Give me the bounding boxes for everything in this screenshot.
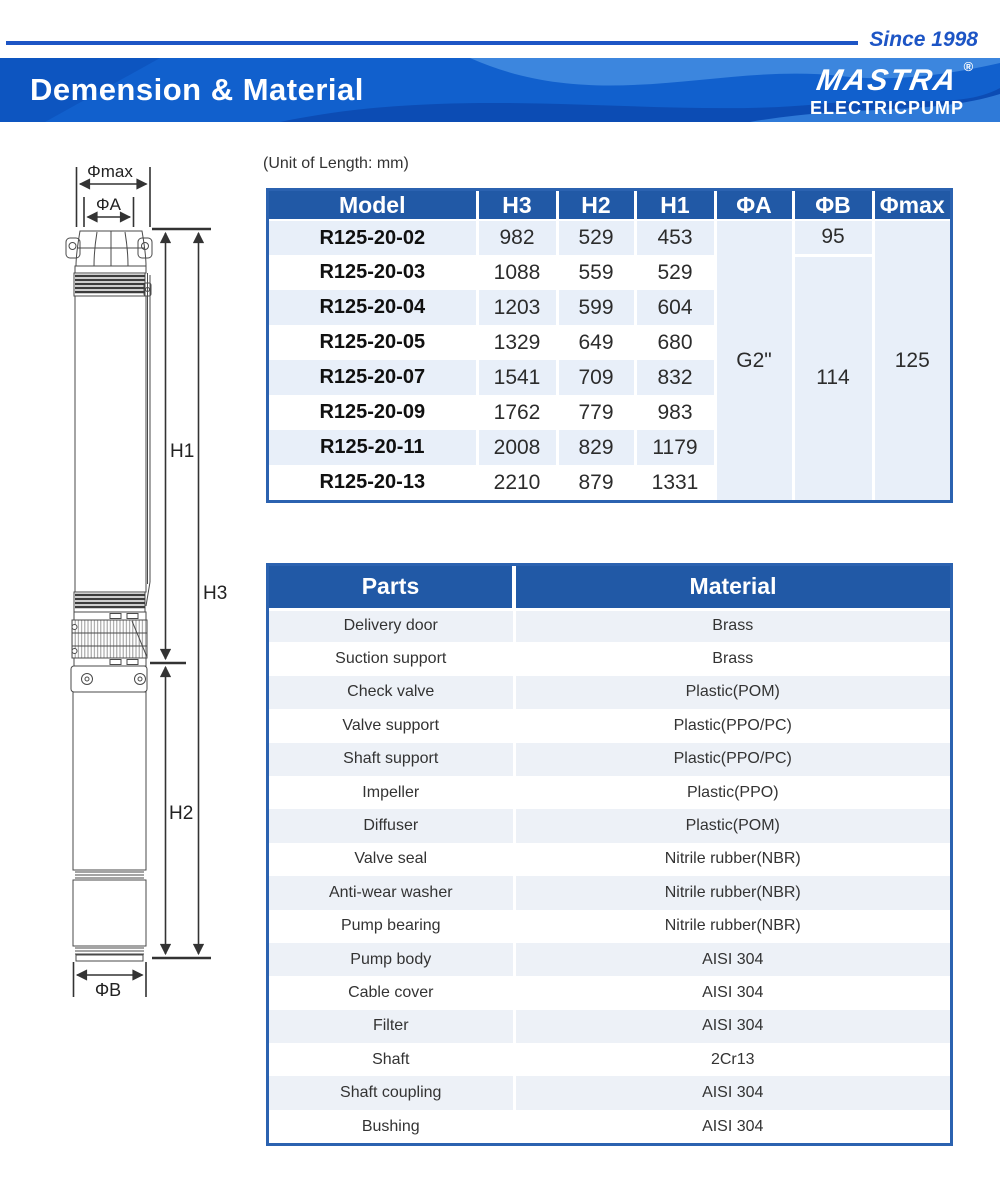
dim-label-h3: H3 [203, 583, 228, 604]
model-cell: R125-20-13 [269, 465, 477, 500]
column-header-phi-b: ΦB [793, 191, 873, 220]
material-cell: 2Cr13 [514, 1043, 950, 1076]
phi-a-merged-cell: G2" [715, 220, 793, 500]
part-cell: Impeller [269, 776, 514, 809]
h2-cell: 649 [557, 325, 635, 360]
part-cell: Suction support [269, 642, 514, 675]
unit-of-length-note: (Unit of Length: mm) [263, 155, 409, 172]
table-row [269, 255, 950, 290]
h1-cell: 604 [635, 290, 715, 325]
phi-max-merged-cell: 125 [873, 220, 950, 500]
part-cell: Valve seal [269, 843, 514, 876]
registered-trademark-icon: ® [963, 59, 974, 74]
material-cell: Plastic(PPO/PC) [514, 709, 950, 742]
part-cell: Valve support [269, 709, 514, 742]
pump-ribbed-collars [75, 276, 145, 607]
h3-cell: 1203 [477, 290, 557, 325]
brand-wordmark: MASTRA [814, 64, 961, 97]
h1-cell: 1331 [635, 465, 715, 500]
column-header-phi-max: Φmax [873, 191, 950, 220]
table-row [269, 642, 950, 675]
dim-label-phi-a: ΦA [96, 195, 121, 214]
material-cell: AISI 304 [514, 1110, 950, 1143]
column-header-h3: H3 [477, 191, 557, 220]
table-row [269, 876, 950, 909]
material-cell: Plastic(PPO) [514, 776, 950, 809]
pump-technical-drawing [30, 140, 270, 1020]
part-cell: Shaft [269, 1043, 514, 1076]
since-divider-rule [6, 41, 858, 45]
part-cell: Delivery door [269, 609, 514, 642]
h1-cell: 983 [635, 395, 715, 430]
part-cell: Cable cover [269, 976, 514, 1009]
table-row [269, 776, 950, 809]
model-cell: R125-20-02 [269, 220, 477, 255]
table-row [269, 1010, 950, 1043]
h1-cell: 680 [635, 325, 715, 360]
table-row [269, 943, 950, 976]
h2-cell: 829 [557, 430, 635, 465]
h2-cell: 879 [557, 465, 635, 500]
material-cell: Plastic(PPO/PC) [514, 743, 950, 776]
part-cell: Shaft support [269, 743, 514, 776]
column-header-material: Material [514, 566, 950, 609]
material-cell: Plastic(POM) [514, 676, 950, 709]
column-header-h1: H1 [635, 191, 715, 220]
model-cell: R125-20-03 [269, 255, 477, 290]
h1-cell: 529 [635, 255, 715, 290]
model-cell: R125-20-11 [269, 430, 477, 465]
material-cell: AISI 304 [514, 943, 950, 976]
part-cell: Anti-wear washer [269, 876, 514, 909]
h2-cell: 779 [557, 395, 635, 430]
table-row [269, 743, 950, 776]
table-row [269, 1076, 950, 1109]
table-row [269, 676, 950, 709]
h2-cell: 559 [557, 255, 635, 290]
material-cell: Plastic(POM) [514, 809, 950, 842]
part-cell: Diffuser [269, 809, 514, 842]
table-row [269, 709, 950, 742]
table-row [269, 609, 950, 642]
material-cell: Nitrile rubber(NBR) [514, 910, 950, 943]
h3-cell: 982 [477, 220, 557, 255]
part-cell: Shaft coupling [269, 1076, 514, 1109]
part-cell: Check valve [269, 676, 514, 709]
material-cell: Brass [514, 642, 950, 675]
part-cell: Pump body [269, 943, 514, 976]
dim-label-phi-b: ΦB [94, 980, 122, 1000]
materials-table-header-row [269, 566, 950, 609]
since-text: Since 1998 [869, 28, 978, 51]
dim-label-phi-max: Φmax [87, 162, 133, 181]
dimension-table [266, 188, 953, 503]
h2-cell: 709 [557, 360, 635, 395]
model-cell: R125-20-07 [269, 360, 477, 395]
material-cell: Brass [514, 609, 950, 642]
dim-label-h1: H1 [170, 441, 195, 462]
h3-cell: 2210 [477, 465, 557, 500]
model-cell: R125-20-05 [269, 325, 477, 360]
phi-b-cell: 95 [793, 220, 873, 255]
table-row [269, 910, 950, 943]
model-cell: R125-20-09 [269, 395, 477, 430]
h3-cell: 1329 [477, 325, 557, 360]
h1-cell: 453 [635, 220, 715, 255]
h2-cell: 599 [557, 290, 635, 325]
column-header-h2: H2 [557, 191, 635, 220]
table-row [269, 1043, 950, 1076]
brand-subtitle: ELECTRICPUMP [809, 98, 964, 118]
h1-cell: 832 [635, 360, 715, 395]
material-cell: AISI 304 [514, 976, 950, 1009]
column-header-parts: Parts [269, 566, 514, 609]
h3-cell: 1541 [477, 360, 557, 395]
phi-b-merged-cell: 114 [793, 255, 873, 500]
brand-logo [792, 60, 982, 117]
material-cell: AISI 304 [514, 1010, 950, 1043]
table-row [269, 809, 950, 842]
table-row [269, 1110, 950, 1143]
table-row [269, 843, 950, 876]
model-cell: R125-20-04 [269, 290, 477, 325]
h3-cell: 2008 [477, 430, 557, 465]
dimension-table-header-row [269, 191, 950, 220]
h2-cell: 529 [557, 220, 635, 255]
h1-cell: 1179 [635, 430, 715, 465]
h3-cell: 1762 [477, 395, 557, 430]
column-header-model: Model [269, 191, 477, 220]
part-cell: Bushing [269, 1110, 514, 1143]
table-row [269, 220, 950, 255]
material-cell: Nitrile rubber(NBR) [514, 876, 950, 909]
part-cell: Filter [269, 1010, 514, 1043]
materials-table [266, 563, 953, 1146]
page-title: Demension & Material [30, 72, 364, 107]
column-header-phi-a: ΦA [715, 191, 793, 220]
h3-cell: 1088 [477, 255, 557, 290]
title-banner [0, 58, 1000, 122]
table-row [269, 976, 950, 1009]
part-cell: Pump bearing [269, 910, 514, 943]
material-cell: Nitrile rubber(NBR) [514, 843, 950, 876]
material-cell: AISI 304 [514, 1076, 950, 1109]
dim-label-h2: H2 [169, 803, 194, 824]
